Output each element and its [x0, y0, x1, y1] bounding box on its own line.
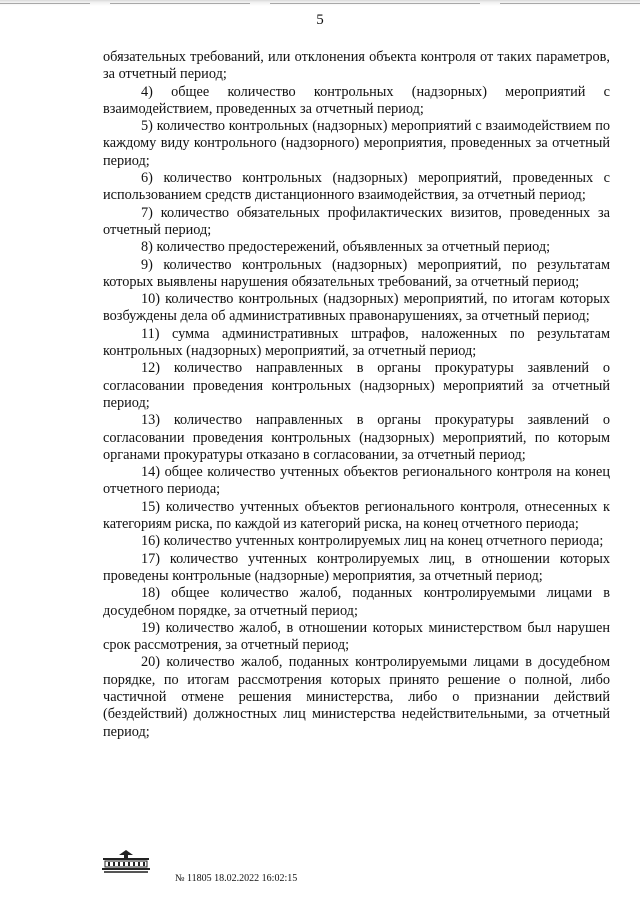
paragraph: 15) количество учтенных объектов регионального контроля, отнесенных к категориям риска, по каждой из категорий риска, на конец отчетного периода; — [103, 498, 610, 533]
registration-stamp: № 11805 18.02.2022 16:02:15 — [175, 873, 298, 884]
page-number: 5 — [316, 12, 324, 28]
paragraph: 4) общее количество контрольных (надзорных) мероприятий с взаимодействием, проведенных за отчетный период; — [103, 83, 610, 117]
paragraph: 12) количество направленных в органы прокуратуры заявлений о согласовании проведения контрольных (надзорных) мероприятий за отчетный период; — [103, 360, 610, 411]
scan-artifact-line — [500, 3, 640, 4]
paragraph: 6) количество контрольных (надзорных) мероприятий, проведенных с использованием средств дистанционного взаимодействия, за отчетный период; — [103, 170, 610, 204]
paragraph: 13) количество направленных в органы прокуратуры заявлений о согласовании проведения контрольных (надзорных) мероприятий, по которым органами прокуратуры отказано в согласовании, за отчетный период; — [103, 412, 610, 463]
paragraph: 14) общее количество учтенных объектов регионального контроля на конец отчетного периода; — [103, 464, 610, 498]
paragraph: 11) сумма административных штрафов, наложенных по результатам контрольных (надзорных) мероприятий, за отчетный период; — [103, 325, 610, 360]
paragraph: 18) общее количество жалоб, поданных контролируемыми лицами в досудебном порядке, за отчетный период; — [103, 585, 610, 619]
scan-artifact-line — [270, 3, 480, 4]
paragraph: 19) количество жалоб, в отношении которых министерством был нарушен срок рассмотрения, за отчетный период; — [103, 619, 610, 654]
paragraph: 7) количество обязательных профилактических визитов, проведенных за отчетный период; — [103, 204, 610, 238]
paragraph: 16) количество учтенных контролируемых лиц на конец отчетного периода; — [141, 533, 604, 550]
building-stamp-icon — [100, 849, 152, 875]
scan-artifact-line — [110, 3, 250, 4]
paragraph: 8) количество предостережений, объявленных за отчетный период; — [141, 239, 551, 256]
paragraph: 17) количество учтенных контролируемых лиц, в отношении которых проведены контрольные (надзорные) мероприятия, за отчетный период; — [103, 550, 610, 584]
document-footer — [100, 849, 400, 889]
paragraph: 20) количество жалоб, поданных контролируемыми лицами в досудебном порядке, по итогам рассмотрения которых принято решение о полной, либо частичной отмене решения министерства, либо о признании действий (бездействий) должностных лиц министерства недействительными, за отчетный период; — [103, 654, 610, 740]
paragraph: обязательных требований, или отклонения объекта контроля от таких параметров, за отчетный период; — [103, 49, 610, 83]
document-body — [103, 49, 610, 741]
scan-artifact-line — [0, 3, 90, 4]
paragraph: 5) количество контрольных (надзорных) мероприятий с взаимодействием по каждому виду контрольного (надзорного) мероприятия, проведенных за отчетный период; — [103, 118, 610, 169]
paragraph: 10) количество контрольных (надзорных) мероприятий, по итогам которых возбуждены дела об административных правонарушениях, за отчетный период; — [103, 291, 610, 325]
scan-top-edge — [0, 0, 640, 6]
paragraph: 9) количество контрольных (надзорных) мероприятий, по результатам которых выявлены нарушения обязательных требований, за отчетный период; — [103, 256, 610, 290]
